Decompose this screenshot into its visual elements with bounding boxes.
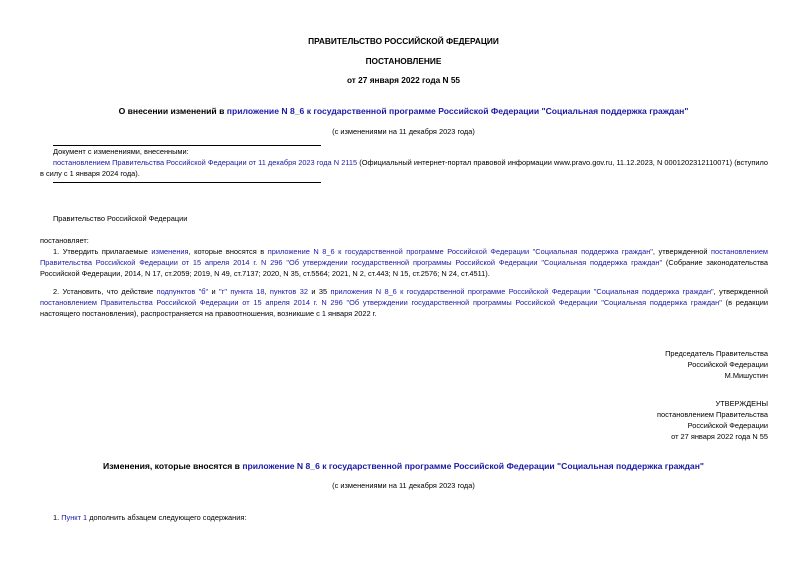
title-annex-link[interactable]: приложение N 8_6 к государственной программе Российской Федерации "Социальная поддержка граждан" [226,106,689,116]
approval-line-1: постановлением Правительства [657,410,768,420]
paragraph-2 [40,286,768,319]
signature-position-1: Председатель Правительства [665,349,768,358]
p2-annex-link[interactable]: приложения N 8_6 к государственной программе Российской Федерации "Социальная поддержка граждан" [330,287,714,296]
changes-prefix: Изменения, которые вносятся в [103,461,243,471]
p1-text-b: , которые вносятся в [188,247,268,256]
amendment-decree-link[interactable]: постановлением Правительства Российской Федерации от 11 декабря 2023 года N 2115 [53,158,358,168]
title-revision-note: (с изменениями на 11 декабря 2023 года) [332,127,475,136]
p1-text-c: , утвержденной [652,247,712,256]
approval-line-2: Российской Федерации [687,421,768,431]
p1-text-d: (Собрание законодательства Российской Федерации, 2014, N 17, ст.2059; 2019, N 49, ст.7137; 2020, N 35, ст.5564; 2021, N 2, ст.443; N 15, ст.2576; N 24, ст.4511). [40,258,768,279]
signature-position-2: Российской Федерации [687,360,768,370]
document-type: ПОСТАНОВЛЕНИЕ [365,56,442,66]
item1-point-link[interactable]: Пункт 1 [61,513,88,522]
change-item-1 [53,512,246,523]
title-prefix: О внесении изменений в [118,106,227,116]
approval-block [657,398,768,442]
item1-number: 1. [53,513,62,522]
p1-changes-link[interactable]: изменения [151,247,189,256]
changes-annex-link[interactable]: приложение N 8_6 к государственной программе Российской Федерации "Социальная поддержка граждан" [242,461,704,471]
document-date-number: от 27 января 2022 года N 55 [346,75,461,85]
signature-block [665,348,768,381]
government-heading: ПРАВИТЕЛЬСТВО РОССИЙСКОЙ ФЕДЕРАЦИИ [308,36,499,46]
p2-item18-link[interactable]: "г" пункта 18 [219,287,265,296]
amendments-bottom-rule [53,182,321,183]
amendments-block [40,146,768,179]
approval-line-3: от 27 января 2022 года N 55 [671,432,768,442]
amendments-label: Документ с изменениями, внесенными: [53,147,189,156]
p2-text-e: , утвержденной [713,287,768,296]
p2-text-b: и [208,287,220,296]
p2-text-a: 2. Установить, что действие [53,287,157,296]
p2-subitems-link[interactable]: подпунктов "б" [156,287,209,296]
changes-title [0,460,807,473]
p1-text-a: 1. Утвердить прилагаемые [53,247,152,256]
p2-items32-link[interactable]: пунктов 32 [269,287,308,296]
p2-text-d: и 35 [307,287,331,296]
amendments-text [40,157,768,179]
p1-decree-link[interactable]: постановлением Правительства Российской Федерации от 15 апреля 2014 г. N 296 "Об утверждении государственной программы Российской Федерации "Социальная поддержка граждан" [40,247,769,268]
amendment-source: (Официальный интернет-портал правовой информации www.pravo.gov.ru, 11.12.2023, N 0001202312110071) (вступило в силу с 1 января 2024 года). [40,158,768,179]
signature-name: М.Мишустин [724,371,768,381]
p2-text-c: , [264,287,270,296]
changes-revision-note: (с изменениями на 11 декабря 2023 года) [332,481,475,490]
government-intro: Правительство Российской Федерации [53,214,188,223]
p2-decree-link[interactable]: постановлением Правительства Российской Федерации от 15 апреля 2014 г. N 296 "Об утверждении государственной программы Российской Федерации "Социальная поддержка граждан" [40,298,722,308]
decrees-label: постановляет: [40,236,89,245]
paragraph-1 [40,246,768,279]
document-title [0,105,807,118]
p2-text-f: (в редакции настоящего постановления), распространяется на правоотношения, возникшие с 1 января 2022 г. [40,298,769,319]
item1-text: дополнить абзацем следующего содержания: [87,513,247,522]
p1-annex-link[interactable]: приложение N 8_6 к государственной программе Российской Федерации "Социальная поддержка граждан" [267,247,653,256]
approval-label: УТВЕРЖДЕНЫ [715,399,768,408]
